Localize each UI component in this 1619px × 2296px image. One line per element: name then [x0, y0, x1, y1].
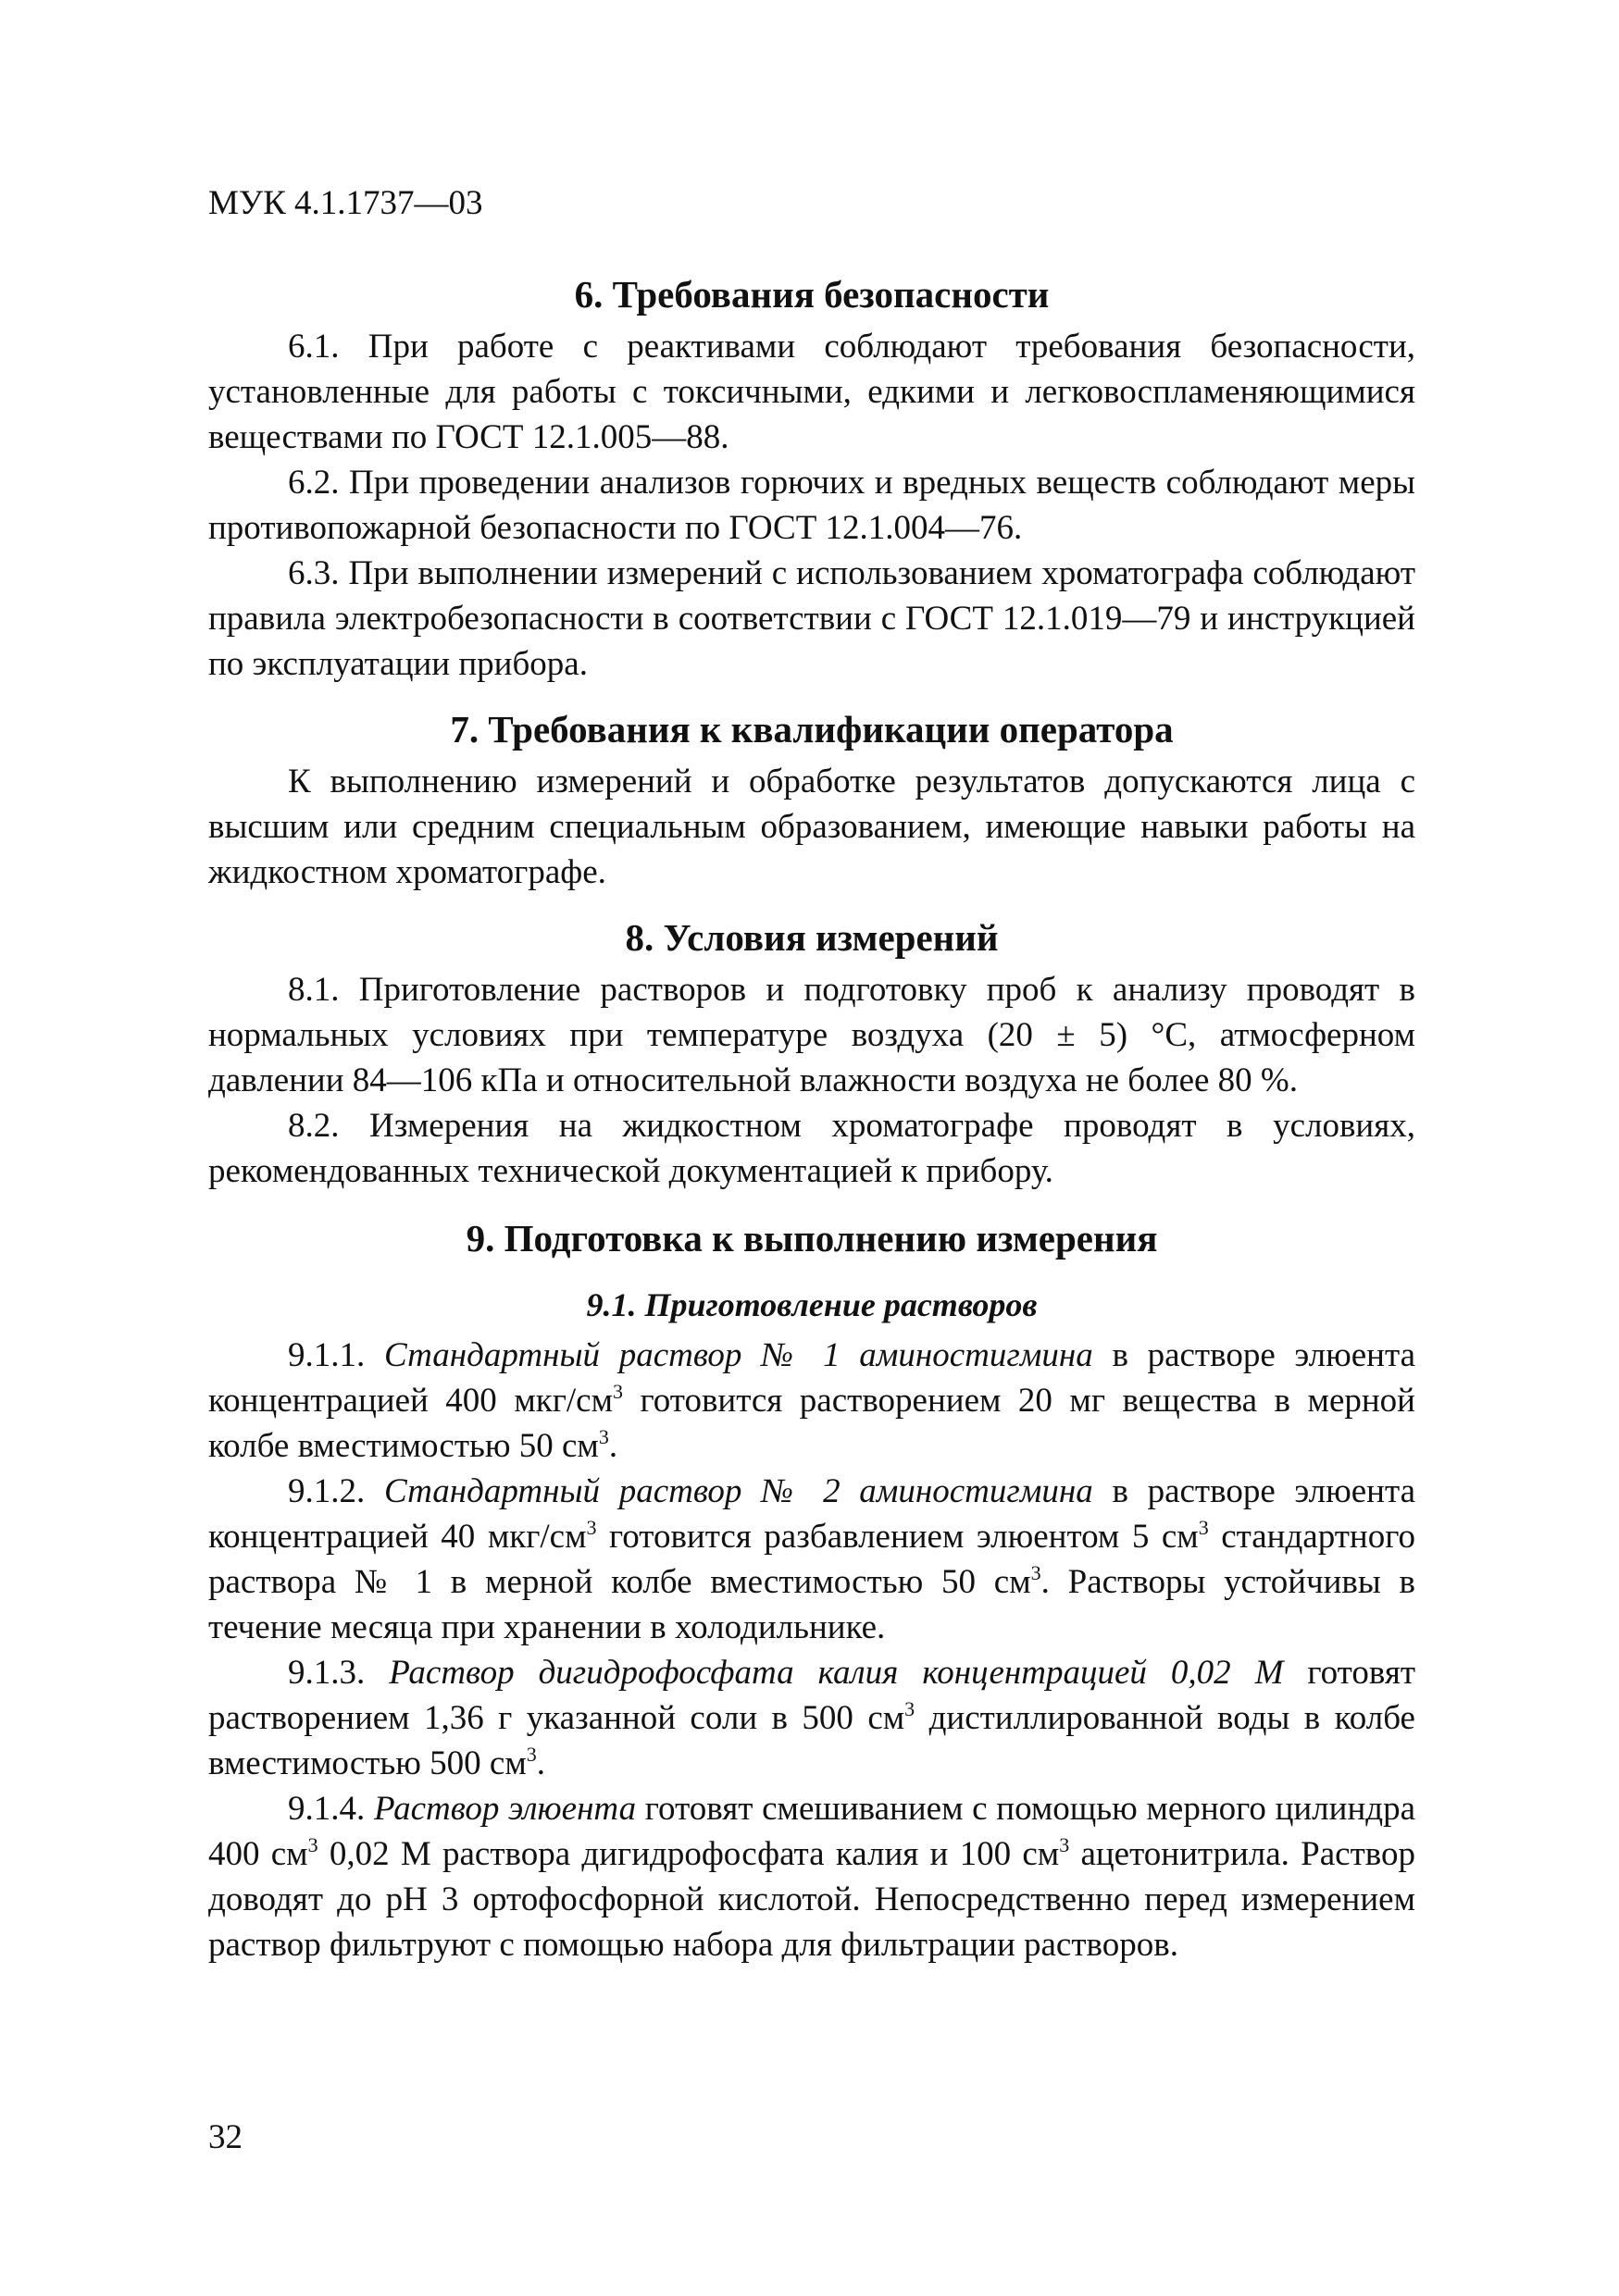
paragraph-6-1: 6.1. При работе с реактивами соблюдают требования безопасности, установленные для работы с токсичными, едкими и легковоспламеняющимися веществами по ГОСТ 12.1.005—88. [208, 328, 1415, 456]
p914-text-1: готовят смешиванием с помощью мерного цилиндра 400 см [208, 1790, 1415, 1873]
paragraph-6-2: 6.2. При проведении анализов горючих и вредных веществ соблюдают меры противопожарной безопасности по ГОСТ 12.1.004—76. [208, 464, 1415, 547]
p913-sup-2: 3 [526, 1743, 537, 1766]
paragraph-8-1: 8.1. Приготовление растворов и подготовку проб к анализу проводят в нормальных условиях при температуре воздуха (20 ± 5) °С, атмосферном давлении 84—106 кПа и относительной влажности воздуха не более 80 %. [208, 971, 1415, 1099]
p912-sup-2: 3 [1198, 1516, 1209, 1539]
paragraph-7: К выполнению измерений и обработке результатов допускаются лица с высшим или средним специальным образованием, имеющие навыки работы на жидкостном хроматографе. [208, 763, 1415, 891]
p912-text-4: . Растворы устойчивы в течение месяца при хранении в холодильнике. [208, 1563, 1415, 1646]
p911-text-3: . [608, 1427, 618, 1465]
section-8-title: 8. Условия измерений [625, 916, 999, 959]
document-body [208, 268, 1415, 1967]
p912-sup-3: 3 [1030, 1561, 1041, 1584]
subsection-9-1-title: 9.1. Приготовление растворов [586, 1286, 1038, 1323]
p913-text-1: готовят растворением 1,36 г указанной соли в 500 см [208, 1654, 1416, 1737]
page-number: 32 [208, 2118, 243, 2156]
p913-sup-1: 3 [904, 1697, 915, 1720]
p913-term: Раствор дигидрофосфата калия концентрацией 0,02 М [389, 1654, 1284, 1692]
paragraph-6-3: 6.3. При выполнении измерений с использованием хроматографа соблюдают правила электробезопасности в соответствии с ГОСТ 12.1.019—79 и инструкцией по эксплуатации прибора. [208, 554, 1415, 683]
p911-text-1: в растворе элюента концентрацией 400 мкг/см [208, 1336, 1415, 1420]
paragraph-9-1-4 [208, 1786, 1415, 1967]
p911-term: Стандартный раствор № 1 аминостигмина [383, 1336, 1093, 1374]
section-6-title: 6. Требования безопасности [574, 273, 1050, 316]
p912-text-3: стандартного раствора № 1 в мерной колбе вместимостью 50 см [208, 1518, 1415, 1601]
p911-sup-1: 3 [613, 1380, 623, 1403]
p914-sup-2: 3 [1059, 1833, 1070, 1856]
p913-text-3: . [536, 1744, 546, 1782]
paragraph-9-1-1 [208, 1333, 1415, 1469]
p911-num: 9.1.1. [288, 1336, 384, 1374]
p912-num: 9.1.2. [288, 1472, 384, 1510]
running-header: МУК 4.1.1737—03 [208, 184, 483, 222]
section-7-title: 7. Требования к квалификации оператора [450, 708, 1174, 751]
p912-sup-1: 3 [586, 1516, 597, 1539]
paragraph-9-1-2 [208, 1469, 1415, 1650]
paragraph-9-1-3 [208, 1650, 1415, 1786]
p912-text-1: в растворе элюента концентрацией 40 мкг/см [208, 1472, 1415, 1556]
p911-text-2: готовится растворением 20 мг вещества в мерной колбе вместимостью 50 см [208, 1382, 1415, 1465]
p911-sup-2: 3 [598, 1425, 609, 1448]
section-9-title: 9. Подготовка к выполнению измерения [466, 1217, 1158, 1260]
p913-text-2: дистиллированной воды в колбе вместимостью 500 см [208, 1699, 1415, 1782]
p914-num: 9.1.4. [288, 1790, 374, 1828]
p912-term: Стандартный раствор № 2 аминостигмина [383, 1472, 1093, 1510]
p914-text-3: ацетонитрила. Раствор доводят до рН 3 ортофосфорной кислотой. Непосредственно перед измерением раствор фильтруют с помощью набора для фильтрации растворов. [208, 1835, 1415, 1964]
p913-num: 9.1.3. [288, 1654, 390, 1692]
paragraph-8-2: 8.2. Измерения на жидкостном хроматографе проводят в условиях, рекомендованных технической документацией к прибору. [208, 1107, 1415, 1190]
p914-term: Раствор элюента [373, 1790, 637, 1828]
p912-text-2: готовится разбавлением элюентом 5 см [596, 1518, 1199, 1556]
p914-text-2: 0,02 М раствора дигидрофосфата калия и 100 см [318, 1835, 1060, 1873]
p914-sup-1: 3 [307, 1833, 318, 1856]
